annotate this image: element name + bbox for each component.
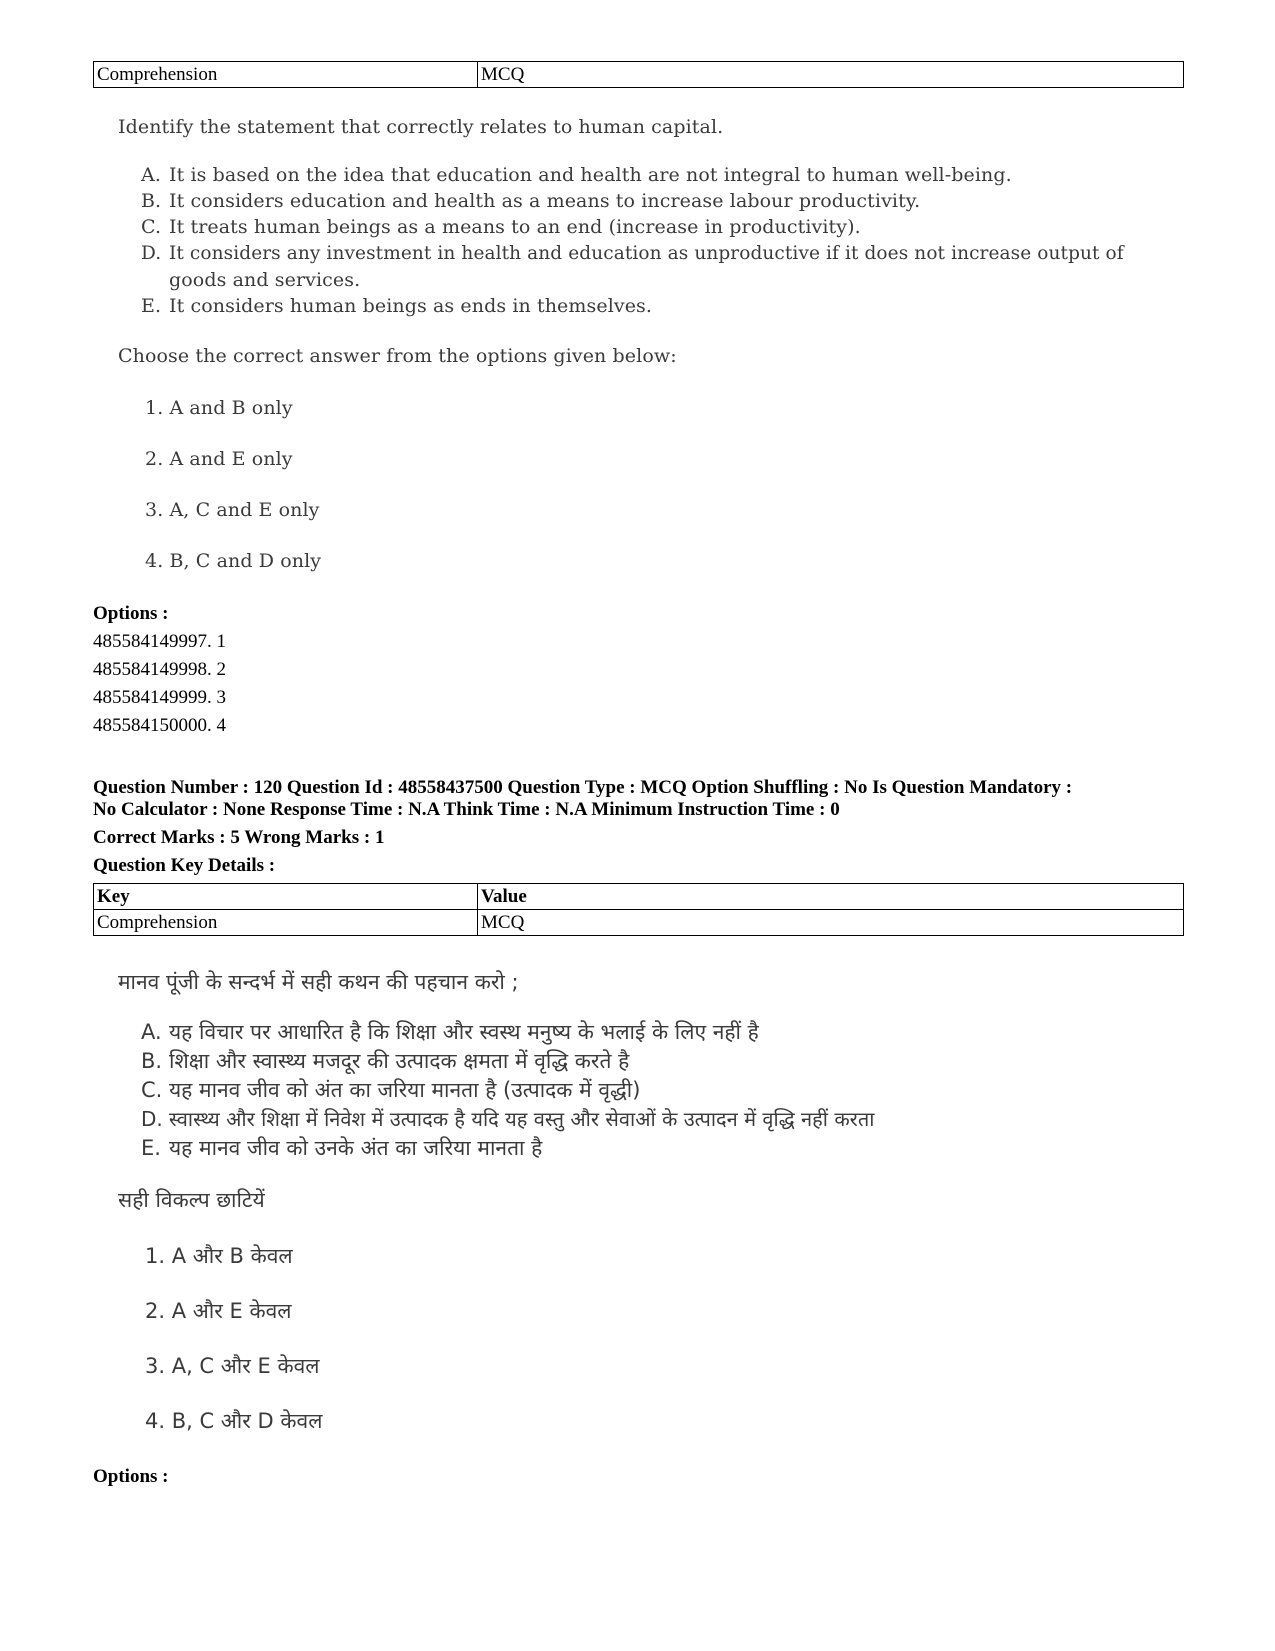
answer-option-4-hi: 4. B, C और D केवल xyxy=(145,1409,323,1433)
question-key-table xyxy=(93,883,1184,936)
table-cell-key: Comprehension xyxy=(94,62,478,88)
statement-b-en: B. It considers education and health as a means to increase labour productivity. xyxy=(141,190,921,212)
option-id-2: 485584149998. 2 xyxy=(93,659,226,680)
answer-option-3-hi: 3. A, C और E केवल xyxy=(145,1354,320,1378)
question-prompt-hi: मानव पूंजी के सन्दर्भ में सही कथन की पहचान करो ; xyxy=(118,970,519,994)
table-header-key: Key xyxy=(94,884,478,910)
answer-option-4-en: 4. B, C and D only xyxy=(145,550,322,572)
statement-c-en: C. It treats human beings as a means to an end (increase in productivity). xyxy=(141,216,861,238)
table-row xyxy=(94,910,1184,936)
statement-c-hi: C. यह मानव जीव को अंत का जरिया मानता है (उत्पादक में वृद्धी) xyxy=(141,1078,641,1102)
statement-d-hi: D. स्वास्थ्य और शिक्षा में निवेश में उत्पादक है यदि यह वस्तु और सेवाओं के उत्पादन में वृद्धि नहीं करता xyxy=(141,1107,875,1131)
table-cell-key: Comprehension xyxy=(94,910,478,936)
answer-option-1-hi: 1. A और B केवल xyxy=(145,1244,293,1268)
table-header-value: Value xyxy=(478,884,1184,910)
statement-e-hi: E. यह मानव जीव को उनके अंत का जरिया मानता है xyxy=(141,1136,543,1160)
options-heading-footer: Options : xyxy=(93,1466,169,1487)
choose-instruction-hi: सही विकल्प छाटियें xyxy=(118,1188,265,1212)
table-header-row xyxy=(94,884,1184,910)
answer-option-1-en: 1. A and B only xyxy=(145,397,293,419)
option-id-4: 485584150000. 4 xyxy=(93,715,226,736)
statement-e-en: E. It considers human beings as ends in themselves. xyxy=(141,295,653,317)
question-meta-line-2: No Calculator : None Response Time : N.A Think Time : N.A Minimum Instruction Time : 0 xyxy=(93,799,840,820)
answer-option-2-hi: 2. A और E केवल xyxy=(145,1299,292,1323)
option-id-1: 485584149997. 1 xyxy=(93,631,226,652)
choose-instruction-en: Choose the correct answer from the options given below: xyxy=(118,345,677,367)
options-heading: Options : xyxy=(93,603,169,624)
key-details-heading: Question Key Details : xyxy=(93,855,276,876)
table-cell-value: MCQ xyxy=(478,62,1184,88)
statement-d-cont-en: goods and services. xyxy=(169,269,361,291)
question-prompt-en: Identify the statement that correctly relates to human capital. xyxy=(118,116,724,138)
marks-info: Correct Marks : 5 Wrong Marks : 1 xyxy=(93,827,385,848)
table-cell-value: MCQ xyxy=(478,910,1184,936)
statement-d-en: D. It considers any investment in health and education as unproductive if it does not increase output of xyxy=(141,243,1124,264)
answer-option-3-en: 3. A, C and E only xyxy=(145,499,320,521)
statement-b-hi: B. शिक्षा और स्वास्थ्य मजदूर की उत्पादक क्षमता में वृद्धि करते है xyxy=(141,1049,630,1073)
question-meta-line-1: Question Number : 120 Question Id : 48558437500 Question Type : MCQ Option Shuffling : No Is Question Mandatory : xyxy=(93,777,1073,798)
table-row xyxy=(94,62,1184,88)
statement-a-en: A. It is based on the idea that education and health are not integral to human well-being. xyxy=(141,164,1012,186)
statement-a-hi: A. यह विचार पर आधारित है कि शिक्षा और स्वस्थ मनुष्य के भलाई के लिए नहीं है xyxy=(141,1020,759,1044)
answer-option-2-en: 2. A and E only xyxy=(145,448,293,470)
option-id-3: 485584149999. 3 xyxy=(93,687,226,708)
top-key-table xyxy=(93,61,1184,88)
